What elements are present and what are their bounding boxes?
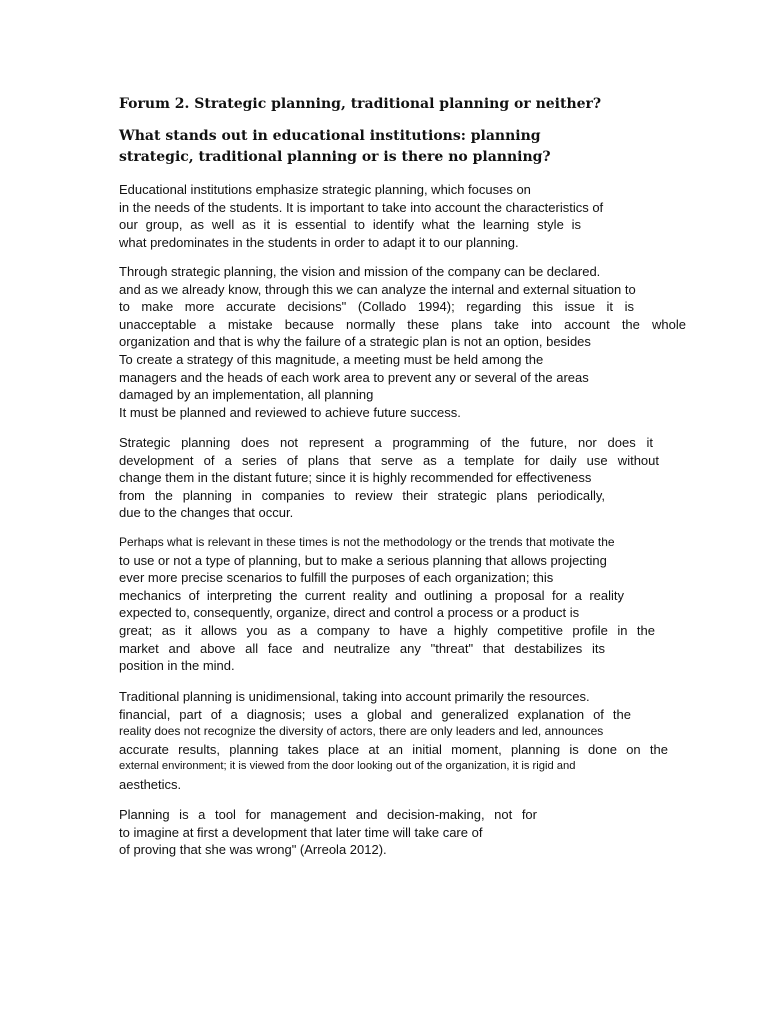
paragraph-5: [119, 688, 704, 794]
paragraph-line: Perhaps what is relevant in these times is not the methodology or the trends that motivate the: [119, 535, 615, 549]
paragraph-2: [119, 263, 689, 421]
paragraph-line: development of a series of plans that serve as a template for daily use without: [119, 452, 659, 468]
paragraph-line: Educational institutions emphasize strategic planning, which focuses on: [119, 182, 531, 197]
paragraph-line: financial, part of a diagnosis; uses a global and generalized explanation of the: [119, 706, 631, 722]
paragraph-line: unacceptable a mistake because normally these plans take into account the whole: [119, 316, 686, 332]
paragraph-line: market and above all face and neutralize any "threat" that destabilizes its: [119, 640, 605, 656]
paragraph-line: to use or not a type of planning, but to make a serious planning that allows projecting: [119, 552, 607, 568]
paragraph-line: great; as it allows you as a company to have a highly competitive profile in the: [119, 622, 655, 638]
paragraph-line: due to the changes that occur.: [119, 505, 294, 521]
paragraph-6: [119, 806, 549, 859]
paragraph-line: accurate results, planning takes place at an initial moment, planning is done on the: [119, 741, 668, 757]
paragraph-line: managers and the heads of each work area to prevent any or several of the areas: [119, 369, 589, 385]
paragraph-line: external environment; it is viewed from the door looking out of the organization, it is rigid and: [119, 760, 576, 773]
paragraph-line: organization and that is why the failure of a strategic plan is not an option, besides: [119, 334, 591, 350]
paragraph-line: mechanics of interpreting the current reality and outlining a proposal for a reality: [119, 587, 624, 603]
document-title: Forum 2. Strategic planning, traditional planning or neither?: [119, 96, 602, 112]
paragraph-line: To create a strategy of this magnitude, a meeting must be held among the: [119, 351, 544, 367]
paragraph-line: Traditional planning is unidimensional, taking into account primarily the resources.: [119, 689, 590, 704]
paragraph-line: from the planning in companies to review their strategic plans periodically,: [119, 487, 605, 503]
paragraph-line: Planning is a tool for management and decision-making, not for: [119, 807, 537, 822]
document-question: [119, 126, 551, 168]
paragraph-line: and as we already know, through this we can analyze the internal and external situation to: [119, 281, 636, 297]
paragraph-line: to imagine at first a development that later time will take care of: [119, 824, 483, 840]
paragraph-line: damaged by an implementation, all planning: [119, 387, 374, 403]
paragraph-line: position in the mind.: [119, 658, 235, 674]
question-line: What stands out in educational institutions: planning: [119, 128, 541, 144]
paragraph-line: aesthetics.: [119, 776, 182, 792]
paragraph-line: to make more accurate decisions" (Collado 1994); regarding this issue it is: [119, 299, 634, 315]
paragraph-1: [119, 181, 659, 251]
paragraph-line: Through strategic planning, the vision and mission of the company can be declared.: [119, 264, 601, 279]
paragraph-3: [119, 434, 664, 522]
paragraph-line: what predominates in the students in order to adapt it to our planning.: [119, 234, 519, 250]
paragraph-line: It must be planned and reviewed to achieve future success.: [119, 404, 461, 420]
paragraph-line: reality does not recognize the diversity of actors, there are only leaders and led, announces: [119, 724, 604, 739]
paragraph-line: of proving that she was wrong" (Arreola 2012).: [119, 842, 387, 858]
question-line: strategic, traditional planning or is there no planning?: [119, 149, 551, 165]
paragraph-line: Strategic planning does not represent a programming of the future, nor does it: [119, 435, 653, 450]
paragraph-line: our group, as well as it is essential to identify what the learning style is: [119, 217, 581, 233]
paragraph-line: change them in the distant future; since it is highly recommended for effectiveness: [119, 470, 592, 486]
paragraph-line: in the needs of the students. It is important to take into account the characteristics of: [119, 199, 604, 215]
paragraph-line: expected to, consequently, organize, direct and control a process or a product is: [119, 605, 580, 621]
paragraph-4: [119, 534, 689, 675]
paragraph-line: ever more precise scenarios to fulfill the purposes of each organization; this: [119, 570, 554, 586]
